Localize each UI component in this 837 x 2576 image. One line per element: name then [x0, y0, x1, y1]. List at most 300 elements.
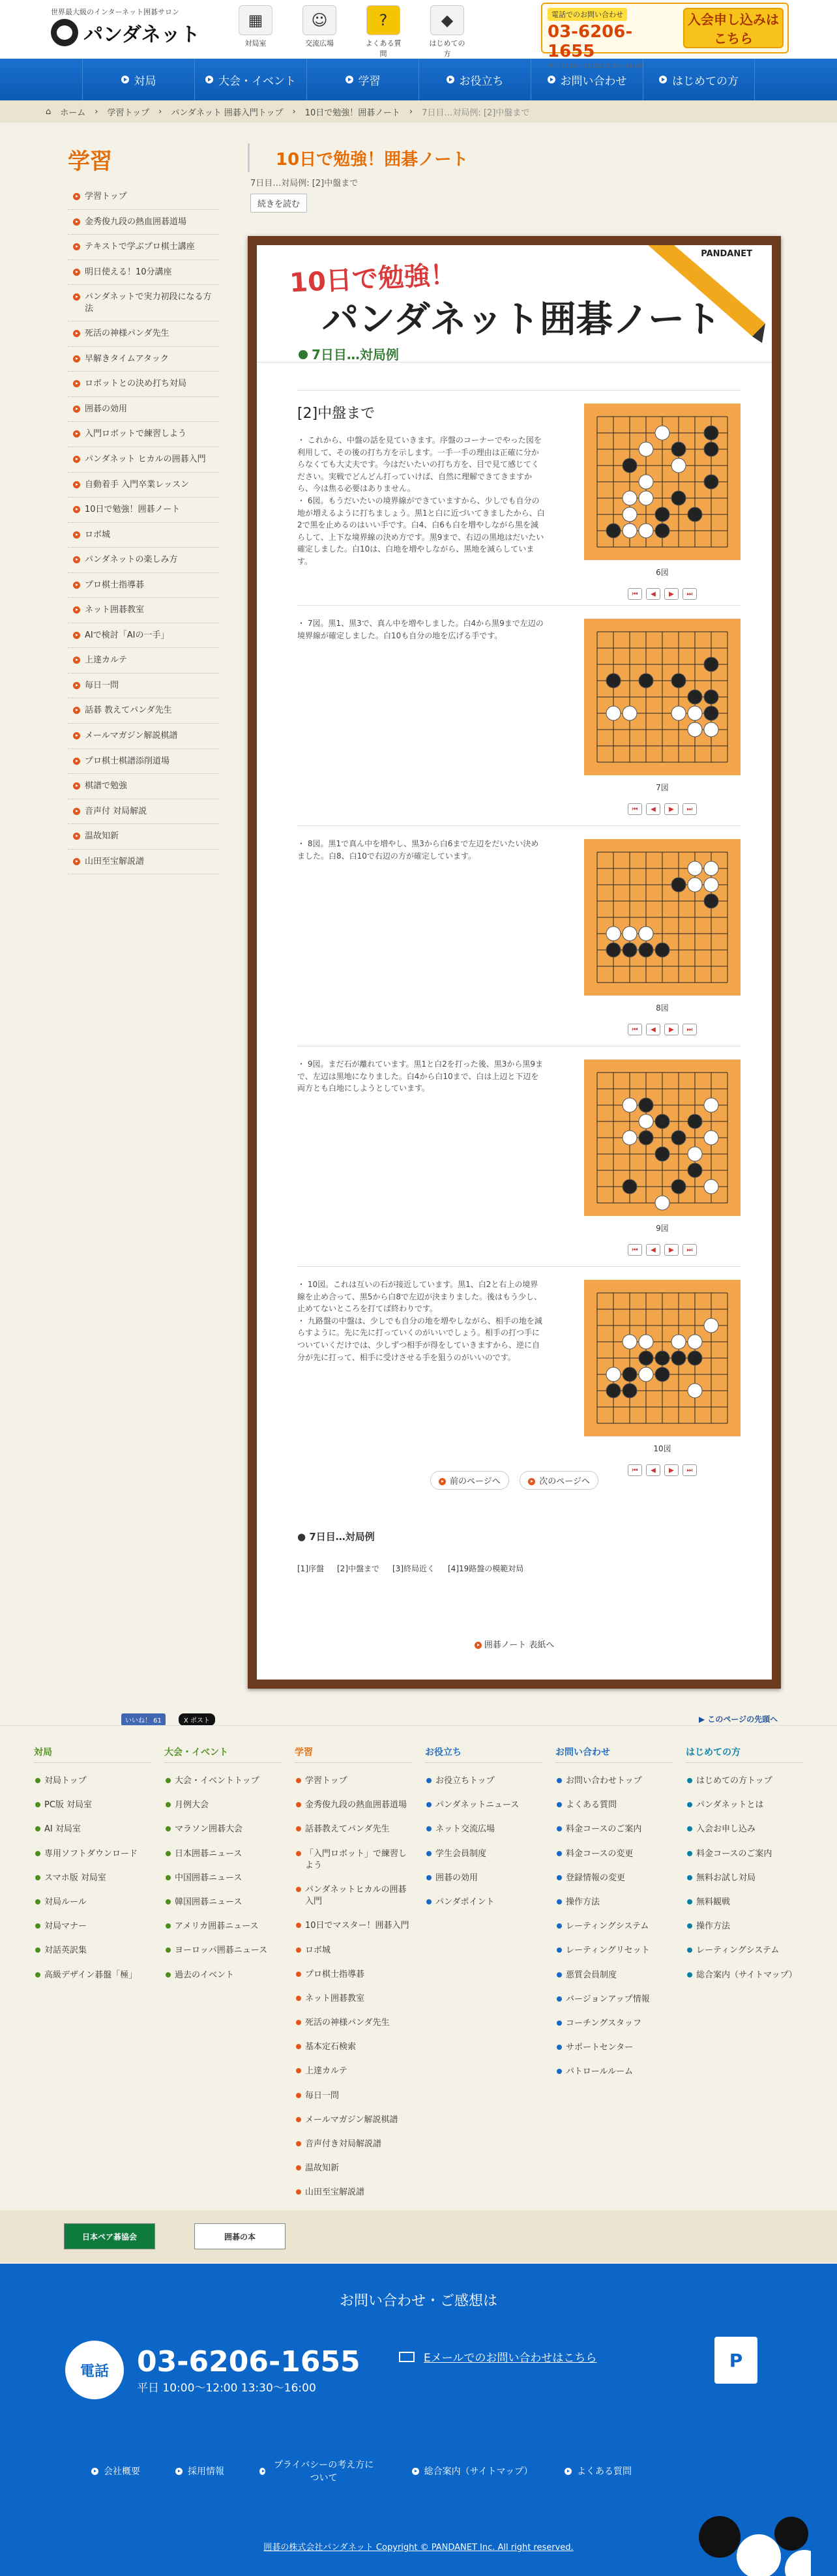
board-icon: ▦	[239, 5, 272, 35]
black-stone	[671, 491, 686, 505]
contact-caption: 電話でのお問い合わせ	[548, 8, 627, 21]
black-stone	[671, 1179, 686, 1194]
sitemap-link[interactable]: バージョンアップ情報	[555, 1991, 673, 2015]
footer-link-label: プライバシーの考え方について	[273, 2460, 374, 2483]
black-stone	[655, 524, 669, 538]
go-stones-decoration	[681, 2498, 811, 2576]
next-move-button[interactable]: ▶	[664, 1024, 679, 1035]
sitemap-link[interactable]: 対話英訳集	[34, 1942, 151, 1966]
sitemap-link[interactable]: スマホ版 対局室	[34, 1869, 151, 1893]
arrow-icon	[73, 833, 80, 840]
black-stone	[623, 1179, 637, 1194]
first-move-button[interactable]: ⏮	[628, 1024, 642, 1035]
white-stone	[623, 926, 637, 941]
breadcrumb-item[interactable]: ホーム	[60, 108, 86, 118]
sitemap-link[interactable]: 学習トップ	[295, 1772, 412, 1796]
black-stone	[655, 1367, 669, 1382]
sitemap-link[interactable]: ヨーロッパ囲碁ニュース	[164, 1942, 282, 1966]
arrow-icon	[412, 2468, 419, 2475]
footer-link[interactable]	[175, 2458, 224, 2484]
white-stone	[704, 878, 718, 892]
sitemap-link[interactable]: レーティングリセット	[555, 1942, 673, 1966]
black-stone	[606, 674, 621, 688]
first-move-button[interactable]: ⏮	[628, 588, 642, 600]
next-move-button[interactable]: ▶	[664, 1464, 679, 1476]
arrow-icon	[73, 732, 80, 739]
go-board	[584, 404, 741, 560]
sitemap-link[interactable]: レーティングシステム	[686, 1942, 803, 1966]
sidebar-item[interactable]	[68, 285, 219, 321]
sitemap-link[interactable]: 10日でマスター！囲碁入門	[295, 1917, 412, 1941]
black-stone	[704, 706, 718, 720]
sitemap-link[interactable]: プロ棋士指導碁	[295, 1966, 412, 1990]
arrow-icon	[175, 2468, 183, 2475]
sidebar-item-label: 10日で勉強！囲碁ノート	[85, 505, 181, 515]
sidebar-item[interactable]	[68, 724, 219, 749]
go-book-banner[interactable]: 囲碁の本	[194, 2223, 286, 2249]
sidebar-item[interactable]	[68, 648, 219, 674]
header-link-community[interactable]	[299, 5, 340, 59]
black-stone	[688, 1114, 702, 1129]
footer-sitemap	[0, 1725, 837, 2202]
white-stone	[704, 1098, 718, 1112]
sidebar-item[interactable]	[68, 573, 219, 599]
related-title: ● 7日目…対局例	[297, 1531, 375, 1543]
notebook-title: パンダネット囲碁ノート	[322, 299, 722, 341]
arrow-icon	[259, 2468, 265, 2475]
sitemap-link[interactable]: コーチングスタッフ	[555, 2015, 673, 2039]
last-move-button[interactable]: ⏭	[683, 588, 697, 600]
sitemap-link[interactable]: ネット囲碁教室	[295, 1990, 412, 2014]
arrow-icon	[73, 606, 80, 614]
sidebar-item[interactable]	[68, 397, 219, 422]
page-subtitle: 7日目…対局例: [2]中盤まで	[250, 179, 359, 188]
section-heading: [2]中盤まで	[297, 406, 375, 422]
white-stone	[704, 861, 718, 876]
related-link[interactable]: [3]終局近く	[392, 1564, 435, 1573]
sidebar-item-label: パンダネット ヒカルの囲碁入門	[85, 454, 206, 465]
playback-controls	[584, 803, 741, 815]
sitemap-column	[679, 1745, 810, 2202]
sidebar-item-label: 音声付 対局解説	[85, 806, 147, 816]
arrow-icon	[73, 380, 80, 387]
black-stone	[623, 1367, 637, 1382]
beginner-icon: ◆	[430, 5, 464, 35]
first-move-button[interactable]: ⏮	[628, 1244, 642, 1256]
sitemap-heading[interactable]: お問い合わせ	[555, 1745, 673, 1763]
related-link[interactable]: [4]19路盤の模範対局	[448, 1564, 524, 1573]
sitemap-link[interactable]: 過去のイベント	[164, 1966, 282, 1991]
first-move-button[interactable]: ⏮	[628, 1464, 642, 1476]
black-stone	[704, 690, 718, 704]
bullet-icon	[299, 350, 308, 359]
copyright[interactable]: 囲碁の株式会社パンダネット Copyright © PANDANET Inc. All right reserved.	[263, 2543, 574, 2553]
arrow-icon	[73, 808, 80, 815]
contact-hours: 平日 10:00～12:00/13:30～16:00	[548, 63, 643, 70]
sidebar-item[interactable]	[68, 850, 219, 875]
related-link[interactable]: [2]中盤まで	[337, 1564, 379, 1573]
arrow-icon	[548, 76, 555, 83]
white-stone	[655, 426, 669, 440]
sidebar-item[interactable]	[68, 698, 219, 724]
sitemap-link[interactable]: 金秀俊九段の熱血囲碁道場	[295, 1796, 412, 1820]
nav-item-useful[interactable]	[419, 59, 531, 100]
sitemap-link[interactable]: レーティングシステム	[555, 1917, 673, 1942]
lesson-section	[297, 1046, 741, 1254]
white-stone	[639, 926, 653, 941]
go-board-figure	[584, 1059, 741, 1256]
sitemap-link[interactable]: メールマガジン解説棋譜	[295, 2111, 412, 2135]
footer-heading: お問い合わせ・ご感想は	[339, 2293, 497, 2309]
sidebar-item[interactable]	[68, 185, 219, 210]
sitemap-link[interactable]: 料金コースのご案内	[555, 1820, 673, 1844]
back-to-cover-link[interactable]	[257, 1638, 772, 1650]
sitemap-link[interactable]: 上達カルテ	[295, 2062, 412, 2086]
prev-move-button[interactable]: ◀	[646, 803, 660, 815]
sitemap-link[interactable]: 対局マナー	[34, 1917, 151, 1942]
page-top-link[interactable]: ▶ このページの先頭へ	[699, 1715, 778, 1724]
first-move-button[interactable]: ⏮	[628, 803, 642, 815]
white-stone	[704, 722, 718, 737]
figure-caption: 9図	[656, 1224, 669, 1233]
black-stone	[671, 442, 686, 456]
sidebar-item-label: 温故知新	[85, 831, 119, 842]
sitemap-link[interactable]: 韓国囲碁ニュース	[164, 1893, 282, 1917]
back-label: 囲碁ノート 表紙へ	[484, 1640, 555, 1650]
header-link-faq[interactable]	[362, 5, 404, 59]
continue-reading-button[interactable]: 続きを読む	[250, 194, 307, 213]
sitemap-link[interactable]: よくある質問	[555, 1796, 673, 1820]
sitemap-link[interactable]: 高級デザイン碁盤「極」	[34, 1966, 151, 1991]
header-link-label: はじめての方	[429, 39, 465, 58]
sidebar-item[interactable]	[68, 523, 219, 548]
figure-caption: 10図	[653, 1444, 671, 1453]
sidebar-item-label: 話碁 教えてパンダ先生	[85, 705, 172, 716]
header-link-label: よくある質問	[365, 39, 402, 58]
white-stone	[623, 706, 637, 720]
section-text: ・ 7図。黒1、黒3で、真ん中を増やしました。白4から黒9まで左辺の境界線が確定しました。白10も自分の地を広げる手です。	[297, 619, 544, 640]
lesson-section	[297, 1266, 741, 1475]
footer-link[interactable]	[412, 2458, 533, 2484]
sidebar-item-label: プロ棋士棋譜添削道場	[85, 756, 170, 766]
footer-link[interactable]	[259, 2458, 377, 2484]
notebook-paper	[257, 245, 772, 1680]
sitemap-link[interactable]: パンダネットとは	[686, 1796, 803, 1820]
nav-item-events[interactable]	[194, 59, 306, 100]
sitemap-column	[288, 1745, 419, 2202]
last-move-button[interactable]: ⏭	[683, 1024, 697, 1035]
sidebar-item-label: 囲碁の効用	[85, 404, 128, 414]
sidebar-item[interactable]	[68, 447, 219, 473]
sitemap-link[interactable]: 基本定石検索	[295, 2038, 412, 2062]
sitemap-link[interactable]: 山田至宝解説譜	[295, 2184, 412, 2208]
sitemap-link[interactable]: 毎日一問	[295, 2087, 412, 2111]
arrow-icon	[345, 76, 353, 83]
x-post-button[interactable]: X ポスト	[179, 1713, 215, 1726]
sidebar-item[interactable]	[68, 598, 219, 623]
sitemap-link[interactable]: はじめての方トップ	[686, 1772, 803, 1796]
black-stone	[606, 1384, 621, 1398]
sitemap-link[interactable]: サポートセンター	[555, 2039, 673, 2063]
sidebar-title: 学習	[68, 149, 112, 175]
sidebar-item[interactable]	[68, 422, 219, 447]
sidebar-item[interactable]	[68, 548, 219, 573]
sidebar-item-label: ロボ城	[85, 529, 111, 540]
sitemap-link[interactable]: 操作方法	[555, 1893, 673, 1917]
sitemap-link[interactable]: 悪質会員制度	[555, 1966, 673, 1991]
section-text: ・ 10図。これは互いの石が接近しています。黒1、白2と右上の境界線を止め合って、黒5から白8で左辺が決まりました。後はもう少し、止めてないところを打てば終わりです。 ・ 九路盤の中盤は、少しでも自分の地を増やしながら、相手の地を減らすように。先に先に打っていくのがいいでしょう。相手の打つ手についていくだけでは、少しずつ相手が得をしていきますから、逆に自分が先に打って、相手に受けさせる手を狙うのがいいのです。	[297, 1280, 542, 1362]
sidebar-item-label: テキストで学ぶプロ棋士講座	[85, 242, 195, 252]
footer-link-label: 採用情報	[188, 2466, 224, 2477]
share-buttons	[121, 1713, 215, 1726]
arrow-icon	[73, 758, 80, 765]
sidebar-item-label: 入門ロボットで練習しよう	[85, 429, 187, 439]
sitemap-heading[interactable]: 大会・イベント	[164, 1745, 282, 1763]
email-contact-link[interactable]	[399, 2348, 596, 2365]
site-logo[interactable]	[51, 18, 200, 47]
arrow-icon	[73, 218, 80, 226]
sitemap-heading[interactable]: 対局	[34, 1745, 151, 1763]
figure-caption: 8図	[656, 1003, 669, 1013]
header-link-beginner[interactable]	[426, 5, 468, 59]
black-stone	[671, 1351, 686, 1365]
sitemap-link[interactable]: 死活の神様パンダ先生	[295, 2014, 412, 2038]
privacy-mark-icon: P	[714, 2337, 757, 2384]
black-stone	[639, 1131, 653, 1145]
sidebar-item[interactable]	[68, 260, 219, 286]
prev-move-button[interactable]: ◀	[646, 1244, 660, 1256]
mail-icon	[399, 2352, 415, 2362]
last-move-button[interactable]: ⏭	[683, 803, 697, 815]
nav-item-play[interactable]	[82, 59, 194, 100]
sitemap-link[interactable]: 総合案内（サイトマップ）	[686, 1966, 803, 1991]
go-board	[584, 619, 741, 775]
contact-phone: 03-6206-1655	[548, 22, 633, 61]
black-stone	[655, 943, 669, 957]
black-stone	[704, 894, 718, 908]
sitemap-link[interactable]: 「入門ロボット」で練習しよう	[295, 1845, 412, 1881]
arrow-icon	[73, 269, 80, 276]
sitemap-link[interactable]: ロボ城	[295, 1942, 412, 1966]
white-stone	[623, 1335, 637, 1349]
section-text: ・ これから、中盤の話を見ていきます。序盤のコーナーでやった図を利用して、その後の打ち方を示します。一手一手の理由は正確に分からなくても大丈夫です。今はだいたいの打ち方を、目で見て感じてください。実戦でどんどん打っていけば、自然に理解できてきますから、今は焦る必要はありません。 ・ 6図。もうだいたいの境界線ができていますから、少しでも自分の地が増えるように打ちましょう。黒1と白に近づいてきましたから、白2で黒を止めるのはいい手です。白4、白6も白を増やしながら黒を減らして、上下な境界線の決め方です。黒9まで、右辺の黒地はだいたい確定しました。白10は、白地を増やしながら、黒地を減らしています。	[297, 436, 545, 566]
nav-item-learn[interactable]	[306, 59, 419, 100]
section-text: ・ 8図。黒1で真ん中を増やし、黒3から白6まで左辺をだいたい決めました。白8、白10で右辺の方が確定しています。	[297, 839, 539, 861]
email-contact-label: Eメールでのお問い合わせはこちら	[424, 2352, 597, 2365]
sitemap-link[interactable]: パンダポイント	[425, 1893, 542, 1917]
breadcrumb-current: 7日目…対局例: [2]中盤まで	[422, 108, 530, 118]
sitemap-link[interactable]: お問い合わせトップ	[555, 1772, 673, 1796]
next-page-button[interactable]	[520, 1471, 598, 1490]
black-stone	[688, 690, 702, 704]
prev-move-button[interactable]: ◀	[646, 588, 660, 600]
notebook-title-red: 10日で勉強！	[289, 259, 457, 299]
white-stone	[688, 1147, 702, 1161]
sitemap-link[interactable]: 料金コースの変更	[555, 1845, 673, 1869]
black-stone	[688, 1351, 702, 1365]
sidebar-item-label: プロ棋士指導碁	[85, 580, 145, 590]
sitemap-column	[549, 1745, 679, 2202]
sitemap-link[interactable]: 対局トップ	[34, 1772, 151, 1796]
arrow-icon	[439, 1478, 446, 1485]
sidebar-item[interactable]	[68, 372, 219, 397]
sitemap-link[interactable]: 操作方法	[686, 1917, 803, 1942]
sitemap-link[interactable]: AI 対局室	[34, 1820, 151, 1844]
sidebar-item[interactable]	[68, 824, 219, 850]
sitemap-link[interactable]: PC版 対局室	[34, 1796, 151, 1820]
black-stone	[671, 1131, 686, 1145]
global-nav	[0, 59, 837, 100]
black-stone	[655, 1114, 669, 1129]
footer-link[interactable]	[565, 2458, 632, 2484]
sidebar-item[interactable]	[68, 235, 219, 260]
sitemap-link[interactable]: 無料観戦	[686, 1893, 803, 1917]
day-heading-text: 7日目…対局例	[312, 347, 399, 363]
breadcrumb-item[interactable]: 学習トップ	[107, 108, 150, 118]
sidebar-item[interactable]	[68, 623, 219, 649]
sitemap-link[interactable]: パンダネットニュース	[425, 1796, 542, 1820]
breadcrumb-item[interactable]: 10日で勉強！囲碁ノート	[304, 108, 400, 118]
sidebar-item[interactable]	[68, 497, 219, 523]
next-move-button[interactable]: ▶	[664, 588, 679, 600]
sitemap-link[interactable]: 学生会員制度	[425, 1845, 542, 1869]
facebook-like-button[interactable]: いいね！ 61	[121, 1713, 166, 1726]
sitemap-link[interactable]: 対局ルール	[34, 1893, 151, 1917]
sidebar-item[interactable]	[68, 774, 219, 799]
arrow-icon	[73, 682, 80, 689]
partner-banners	[0, 2210, 837, 2262]
sitemap-link[interactable]: 月例大会	[164, 1796, 282, 1820]
footer-link[interactable]	[91, 2458, 140, 2484]
panda-logo-icon	[51, 19, 78, 46]
people-icon: ☺	[302, 5, 336, 35]
prev-move-button[interactable]: ◀	[646, 1464, 660, 1476]
sitemap-column	[27, 1745, 158, 2202]
sitemap-link[interactable]: 囲碁の効用	[425, 1869, 542, 1893]
black-stone	[688, 507, 702, 522]
sitemap-link[interactable]: 料金コースのご案内	[686, 1845, 803, 1869]
black-stone	[704, 426, 718, 440]
sidebar-item[interactable]	[68, 347, 219, 372]
signup-button[interactable]: 入会申し込みはこちら	[683, 8, 784, 48]
sitemap-link[interactable]: 温故知新	[295, 2159, 412, 2184]
black-stone	[671, 878, 686, 892]
black-stone	[655, 507, 669, 522]
sitemap-heading[interactable]: はじめての方	[686, 1745, 803, 1763]
header-link-board-room[interactable]	[235, 5, 276, 59]
white-stone	[704, 1179, 718, 1194]
prev-page-button[interactable]	[430, 1471, 509, 1490]
sidebar-item[interactable]	[68, 674, 219, 699]
nav-label: 学習	[358, 74, 381, 88]
go-board-figure	[584, 839, 741, 1035]
black-stone	[671, 674, 686, 688]
black-stone	[623, 1384, 637, 1398]
last-move-button[interactable]: ⏭	[683, 1244, 697, 1256]
sitemap-link[interactable]: 大会・イベントトップ	[164, 1772, 282, 1796]
sitemap-link[interactable]: アメリカ囲碁ニュース	[164, 1917, 282, 1942]
next-move-button[interactable]: ▶	[664, 1244, 679, 1256]
pair-go-banner[interactable]: 日本ペア碁協会	[64, 2223, 155, 2249]
sitemap-link[interactable]: 専用ソフトダウンロード	[34, 1845, 151, 1869]
sitemap-link[interactable]: 話碁教えてパンダ先生	[295, 1820, 412, 1844]
footer-link-label: よくある質問	[577, 2466, 632, 2477]
footer-links	[91, 2458, 632, 2484]
go-board	[584, 839, 741, 996]
arrow-icon	[121, 76, 129, 83]
sidebar-item[interactable]	[68, 210, 219, 235]
sitemap-link[interactable]: お役立ちトップ	[425, 1772, 542, 1796]
arrow-icon	[73, 243, 80, 250]
sidebar-item-label: AIで検討「AIの一手」	[85, 630, 169, 640]
sitemap-link[interactable]: 無料お試し対局	[686, 1869, 803, 1893]
sidebar-item[interactable]	[68, 473, 219, 498]
sitemap-heading[interactable]: 学習	[295, 1745, 412, 1763]
sidebar-item[interactable]	[68, 321, 219, 347]
sidebar-item-label: パンダネットで実力初段になる方法	[85, 292, 212, 314]
go-board	[584, 1280, 741, 1436]
last-move-button[interactable]: ⏭	[683, 1464, 697, 1476]
tagline: 世界最大級のインターネット囲碁サロン	[51, 8, 180, 16]
related-link[interactable]: [1]序盤	[297, 1564, 324, 1573]
prev-move-button[interactable]: ◀	[646, 1024, 660, 1035]
white-stone	[606, 926, 621, 941]
sitemap-link[interactable]: パトロールルーム	[555, 2063, 673, 2087]
sidebar-item-label: パンダネットの楽しみ方	[85, 555, 178, 565]
sitemap-link[interactable]: 日本囲碁ニュース	[164, 1845, 282, 1869]
playback-controls	[584, 1244, 741, 1256]
arrow-icon	[447, 76, 454, 83]
white-stone	[623, 1131, 637, 1145]
sitemap-link[interactable]: 登録情報の変更	[555, 1869, 673, 1893]
sitemap-link[interactable]: 中国囲碁ニュース	[164, 1869, 282, 1893]
white-stone	[704, 1318, 718, 1333]
nav-label: お役立ち	[459, 74, 504, 88]
white-stone	[639, 442, 653, 456]
sidebar-item[interactable]	[68, 749, 219, 775]
figure-caption: 6図	[656, 568, 669, 577]
sidebar-item[interactable]	[68, 799, 219, 825]
question-icon: ?	[366, 5, 400, 35]
sidebar-item-label: 山田至宝解説譜	[85, 856, 145, 866]
white-stone	[671, 458, 686, 473]
breadcrumb-item[interactable]: パンダネット 囲碁入門トップ	[171, 108, 284, 118]
white-stone	[639, 1114, 653, 1129]
lesson-section	[297, 605, 741, 814]
lesson-section	[297, 390, 741, 599]
header-link-label: 対局室	[244, 39, 267, 48]
white-stone	[704, 1131, 718, 1145]
sitemap-heading[interactable]: お役立ち	[425, 1745, 542, 1763]
arrow-icon	[73, 293, 80, 301]
black-stone	[688, 1163, 702, 1177]
sitemap-link[interactable]: パンダネットヒカルの囲碁入門	[295, 1881, 412, 1917]
next-move-button[interactable]: ▶	[664, 803, 679, 815]
arrow-icon	[73, 430, 80, 437]
next-page-label: 次のページへ	[539, 1477, 590, 1487]
white-stone	[639, 1335, 653, 1349]
white-stone	[623, 491, 637, 505]
breadcrumb: ⌂ ホーム › 学習トップ › パンダネット 囲碁入門トップ › 10日で勉強！囲碁ノート › 7日目…対局例: [2]中盤まで	[0, 100, 837, 123]
nav-label: 大会・イベント	[218, 74, 296, 88]
sitemap-link[interactable]: マラソン囲碁大会	[164, 1820, 282, 1844]
related-lessons	[297, 1530, 523, 1574]
sitemap-link[interactable]: 入会お申し込み	[686, 1820, 803, 1844]
sitemap-link[interactable]: 音声付き対局解説譜	[295, 2135, 412, 2159]
white-stone	[639, 475, 653, 489]
sitemap-link[interactable]: ネット交流広場	[425, 1820, 542, 1844]
arrow-icon	[73, 858, 80, 865]
